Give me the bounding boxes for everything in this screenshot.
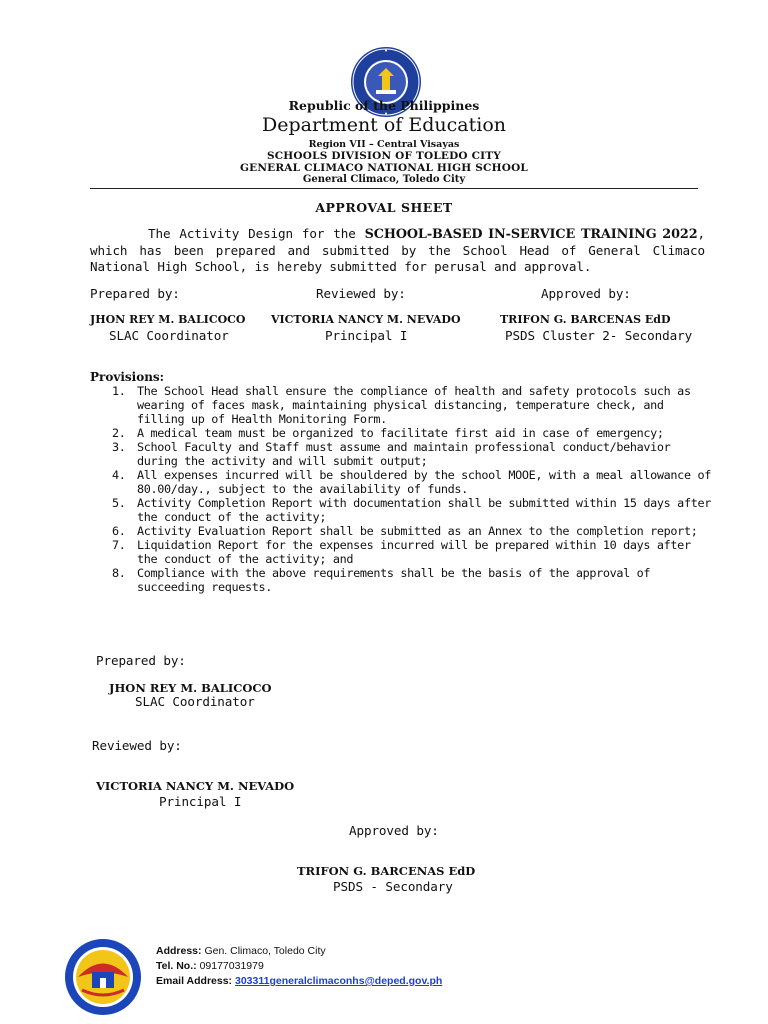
block-reviewed-name: VICTORIA NANCY M. NEVADO bbox=[96, 779, 295, 793]
block-prepared-name: JHON REY M. BALICOCO bbox=[109, 681, 272, 695]
provision-item: 2. A medical team must be organized to facilitate first aid in case of emergency; bbox=[112, 426, 664, 440]
footer-contact bbox=[156, 944, 442, 989]
approved-by-label: Approved by: bbox=[541, 286, 631, 301]
prepared-by-name: JHON REY M. BALICOCO bbox=[90, 313, 246, 326]
block-approved-name: TRIFON G. BARCENAS EdD bbox=[297, 864, 476, 878]
document-title: APPROVAL SHEET bbox=[315, 200, 453, 215]
approved-by-role: PSDS Cluster 2- Secondary bbox=[505, 328, 693, 343]
header-divider bbox=[90, 188, 698, 189]
intro-text-1: The Activity Design for the bbox=[148, 226, 365, 241]
provisions-list bbox=[112, 384, 712, 594]
school-logo bbox=[64, 938, 142, 1016]
provisions-heading: Provisions: bbox=[90, 370, 165, 384]
footer-tel: Tel. No.: 09177031979 bbox=[156, 960, 264, 972]
location-line: General Climaco, Toledo City bbox=[302, 174, 466, 185]
school-line: GENERAL CLIMACO NATIONAL HIGH SCHOOL bbox=[240, 162, 528, 174]
email-link[interactable]: 303311generalclimaconhs@deped.gov.ph bbox=[234, 975, 443, 987]
division-line: SCHOOLS DIVISION OF TOLEDO CITY bbox=[266, 150, 502, 162]
provision-item: 1. The School Head shall ensure the compliance of health and safety protocols such as wearing of faces mask, maintaining physical distancing, temperature check, and filling up of Health Monitoring Form. bbox=[112, 384, 691, 426]
reviewed-by-label: Reviewed by: bbox=[316, 286, 406, 301]
provision-item: 4. All expenses incurred will be shouldered by the school MOOE, with a meal allowance of 80.00/day., subject to the availability of funds. bbox=[112, 468, 711, 496]
prepared-by-label: Prepared by: bbox=[90, 286, 180, 301]
block-reviewed-role: Principal I bbox=[159, 794, 242, 809]
approved-by-name: TRIFON G. BARCENAS EdD bbox=[500, 313, 671, 326]
block-prepared-role: SLAC Coordinator bbox=[135, 694, 255, 709]
provision-item: 8. Compliance with the above requirements shall be the basis of the approval of succeeding requests. bbox=[112, 566, 651, 594]
department-title: Department of Education bbox=[262, 114, 506, 136]
provision-item: 6. Activity Evaluation Report shall be submitted as an Annex to the completion report; bbox=[112, 524, 698, 538]
footer-address: Address: Gen. Climaco, Toledo City bbox=[156, 945, 326, 957]
block-approved-label: Approved by: bbox=[349, 823, 439, 838]
intro-paragraph bbox=[90, 226, 705, 275]
reviewed-by-name: VICTORIA NANCY M. NEVADO bbox=[271, 313, 461, 326]
provision-item: 7. Liquidation Report for the expenses incurred will be prepared within 10 days after the conduct of the activity; and bbox=[112, 538, 691, 566]
republic-line: Republic of the Philippines bbox=[288, 98, 480, 113]
region-line: Region VII – Central Visayas bbox=[308, 139, 460, 150]
block-reviewed-label: Reviewed by: bbox=[92, 738, 182, 753]
provision-item: 3. School Faculty and Staff must assume and maintain professional conduct/behavior during the activity and will submit output; bbox=[112, 440, 671, 468]
provision-item: 5. Activity Completion Report with documentation shall be submitted within 15 days after the conduct of the activity; bbox=[112, 496, 711, 524]
prepared-by-role: SLAC Coordinator bbox=[109, 328, 229, 343]
intro-text-2: , which has been prepared and submitted by the School Head of General Climaco National High School, is hereby submitted for perusal and approval. bbox=[90, 226, 705, 274]
block-approved-role: PSDS - Secondary bbox=[333, 879, 453, 894]
footer-email: Email Address: 303311generalclimaconhs@deped.gov.ph bbox=[156, 975, 443, 987]
reviewed-by-role: Principal I bbox=[325, 328, 408, 343]
intro-training-name: SCHOOL-BASED IN-SERVICE TRAINING 2022 bbox=[364, 227, 698, 242]
block-prepared-label: Prepared by: bbox=[96, 653, 186, 668]
